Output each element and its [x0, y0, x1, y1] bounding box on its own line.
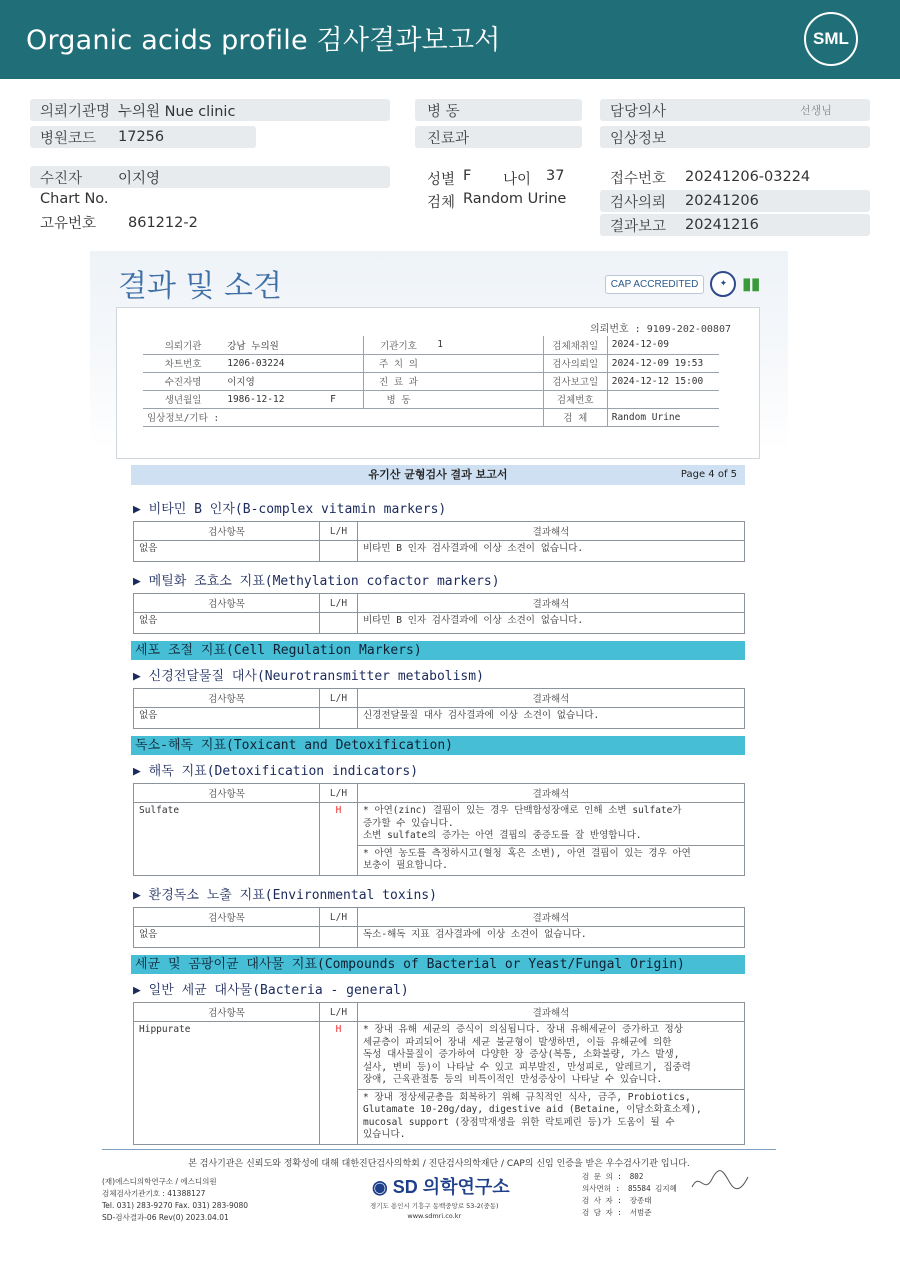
result-report: [90, 251, 788, 1226]
ward-label: 병 동: [427, 103, 460, 120]
item-cell: Sulfate: [134, 803, 320, 876]
col-interp: 결과해석: [358, 784, 745, 803]
lab-contact: (재)에스디의학연구소 / 에스디의원 검체검사기관기호 : 41388127 Tel. 031) 283-9270 Fax. 031) 283-9080 SD-검사결과-06 Rev(0) 2023.04.01: [102, 1177, 249, 1222]
interp-cell: 신경전달물질 대사 검사결과에 이상 소견이 없습니다.: [358, 708, 745, 729]
table-row: [134, 708, 745, 729]
specimen-label: 검체: [427, 195, 456, 211]
order-key: 병 동: [363, 390, 433, 408]
lh-cell: H: [320, 1022, 358, 1145]
institution-label: 의뢰기관명: [40, 103, 111, 120]
staff-label: 의사면허 :: [582, 1184, 621, 1193]
order-key: 기관기호: [363, 336, 433, 354]
col-lh: L/H: [320, 1003, 358, 1022]
sml-logo: SML: [804, 12, 858, 66]
staff-value: 장종태: [629, 1196, 652, 1205]
report-date-value: 20241216: [685, 217, 759, 233]
receipt-row: [600, 166, 870, 188]
col-lh: L/H: [320, 784, 358, 803]
order-value: [433, 354, 543, 372]
lh-cell: [320, 613, 358, 634]
item-cell: 없음: [134, 927, 320, 948]
ward-row: [415, 99, 582, 121]
request-number: 의뢰번호 : 9109-202-00807: [590, 324, 731, 335]
order-value: [433, 372, 543, 390]
col-interp: 결과해석: [358, 1003, 745, 1022]
table-row: [134, 1022, 745, 1090]
order-value: [433, 408, 543, 426]
lh-cell: H: [320, 803, 358, 876]
clinical-label: 임상정보: [610, 130, 667, 147]
department-label: 진료과: [427, 130, 470, 147]
staff-row: [582, 1207, 700, 1219]
hospital-code-label: 병원코드: [40, 130, 97, 147]
col-item: 검사항목: [134, 784, 320, 803]
age-value: 37: [546, 168, 565, 184]
col-lh: L/H: [320, 908, 358, 927]
order-value: [433, 390, 543, 408]
col-item: 검사항목: [134, 594, 320, 613]
doctor-row: [600, 99, 870, 121]
interp-cell: 비타민 B 인자 검사결과에 이상 소견이 없습니다.: [358, 541, 745, 562]
header-bar: [0, 0, 900, 79]
order-table: [143, 336, 719, 427]
table-row: [134, 613, 745, 634]
page-title: Organic acids profile 검사결과보고서: [26, 25, 501, 56]
table-row: [134, 803, 745, 846]
order-value: 강남 누의원: [223, 336, 363, 354]
lab-address: 경기도 용인시 기흥구 동백중앙로 53-2(중동) www.sdmri.co.kr: [370, 1202, 499, 1220]
unique-no-value: 861212-2: [128, 215, 198, 231]
col-item: 검사항목: [134, 689, 320, 708]
lab-logo-icon: ▮▮: [742, 276, 760, 293]
chart-no-label: Chart No.: [40, 191, 109, 207]
report-table-title: [131, 465, 745, 485]
signature-icon: [690, 1169, 750, 1191]
sex-value: F: [463, 168, 472, 184]
report-date-row: [600, 214, 870, 236]
order-key: 차트번호: [143, 354, 223, 372]
col-item: 검사항목: [134, 1003, 320, 1022]
col-interp: 결과해석: [358, 594, 745, 613]
table-methylation: [133, 593, 745, 634]
order-key: 생년월일: [143, 390, 223, 408]
order-key: 검 체: [543, 408, 607, 426]
page-indicator: Page 4 of 5: [680, 469, 737, 480]
patient-value: 이지영: [118, 170, 161, 187]
order-key: 검사보고일: [543, 372, 607, 390]
order-value: 2024-12-09: [607, 336, 719, 354]
table-neurotransmitter: [133, 688, 745, 729]
interp-cell: * 장내 정상세균총을 회복하기 위해 규칙적인 식사, 금주, Probiotics, Glutamate 10-20g/day, digestive aid (Betaine, 이담소화효소제), mucosal support (장점막재생을 위한 락토페린 등)가 도움이 될 수 있습니다.: [358, 1089, 745, 1144]
lab-brand: [372, 1173, 510, 1199]
staff-value: 서범준: [629, 1208, 652, 1217]
request-value: 20241206: [685, 193, 759, 209]
item-cell: 없음: [134, 708, 320, 729]
order-value: 2024-12-09 19:53: [607, 354, 719, 372]
col-item: 검사항목: [134, 522, 320, 541]
staff-label: 검 담 자 :: [582, 1208, 622, 1217]
col-lh: L/H: [320, 689, 358, 708]
doctor-suffix: 선생님: [800, 104, 832, 117]
order-key: 검체번호: [543, 390, 607, 408]
order-key: 진 료 과: [363, 372, 433, 390]
patient-label: 수진자: [40, 170, 83, 187]
col-interp: 결과해석: [358, 689, 745, 708]
category-bacterial: 세균 및 곰팡이균 대사물 지표(Compounds of Bacterial or Yeast/Fungal Origin): [131, 955, 745, 974]
hospital-code-row: [30, 126, 256, 148]
order-value: 2024-12-12 15:00: [607, 372, 719, 390]
brand-logo-icon: ◉: [372, 1177, 388, 1197]
order-key: [363, 408, 433, 426]
receipt-value: 20241206-03224: [685, 169, 811, 185]
receipt-label: 접수번호: [610, 170, 667, 187]
doctor-label: 담당의사: [610, 103, 667, 120]
category-toxicant: 독소-해독 지표(Toxicant and Detoxification): [131, 736, 745, 755]
table-row: [134, 927, 745, 948]
institution-row: [30, 99, 390, 121]
order-row: [143, 372, 719, 390]
lh-cell: [320, 927, 358, 948]
staff-info: [582, 1171, 700, 1219]
lh-cell: [320, 541, 358, 562]
section-vitamin-b: ▶ 비타민 B 인자(B-complex vitamin markers): [133, 502, 447, 517]
staff-label: 검 문 의 :: [582, 1172, 622, 1181]
col-interp: 결과해석: [358, 522, 745, 541]
table-detoxification: [133, 783, 745, 876]
table-bacteria: [133, 1002, 745, 1145]
item-cell: 없음: [134, 541, 320, 562]
order-key: 주 치 의: [363, 354, 433, 372]
interp-cell: * 장내 유해 세균의 증식이 의심됩니다. 장내 유해세균이 증가하고 정상 세균층이 파괴되어 장내 세균 불균형이 발생하면, 이들 유해균에 의한 독성 대사물질이 증가하여 다양한 장 증상(복통, 소화불량, 가스 발생, 설사, 변비 등)이 나타날 수 있고 피부발진, 만성피로, 알레르기, 집중력 장애, 근육관절통 등의 비특이적인 만성증상이 나타날 수 있습니다.: [358, 1022, 745, 1090]
sex-label: 성별: [427, 172, 456, 188]
report-heading: 결과 및 소견: [118, 269, 282, 304]
brand-name: SD 의학연구소: [392, 1177, 510, 1197]
staff-row: [582, 1195, 700, 1207]
specimen-value: Random Urine: [463, 191, 567, 207]
order-value: 1986-12-12 F: [223, 390, 363, 408]
report-date-label: 결과보고: [610, 218, 667, 235]
interp-cell: * 아연(zinc) 결핍이 있는 경우 단백합성장애로 인해 소변 sulfate가 증가할 수 있습니다. 소변 sulfate의 증가는 아연 결핍의 중증도를 잘 반영합니다.: [358, 803, 745, 846]
unique-no-label: 고유번호: [40, 216, 97, 232]
lh-cell: [320, 708, 358, 729]
order-value: 이지영: [223, 372, 363, 390]
cap-badge-icon: CAP ACCREDITED: [605, 275, 705, 294]
request-row: [600, 190, 870, 212]
category-cell-regulation: 세포 조절 지표(Cell Regulation Markers): [131, 641, 745, 660]
section-methylation: ▶ 메틸화 조효소 지표(Methylation cofactor markers): [133, 574, 500, 589]
department-row: [415, 126, 582, 148]
order-key: 검체채취일: [543, 336, 607, 354]
section-bacteria-general: ▶ 일반 세균 대사물(Bacteria - general): [133, 983, 409, 998]
order-value: 1: [433, 336, 543, 354]
col-lh: L/H: [320, 522, 358, 541]
seal-icon: ✦: [710, 271, 736, 297]
order-row: [143, 336, 719, 354]
accreditation-badges: [605, 271, 760, 297]
staff-value: 85584 김지혜: [628, 1184, 677, 1193]
order-value: [223, 408, 363, 426]
accreditation-note: 본 검사기관은 신뢰도와 정확성에 대해 대한진단검사의학회 / 진단검사의학재단 / CAP의 신임 인증을 받은 우수검사기관 입니다.: [102, 1149, 776, 1169]
hospital-code-value: 17256: [118, 129, 165, 145]
clinical-row: [600, 126, 870, 148]
order-row: [143, 354, 719, 372]
item-cell: 없음: [134, 613, 320, 634]
col-item: 검사항목: [134, 908, 320, 927]
order-key: 의뢰기관: [143, 336, 223, 354]
order-value: Random Urine: [607, 408, 719, 426]
table-row: [134, 541, 745, 562]
section-neurotransmitter: ▶ 신경전달물질 대사(Neurotransmitter metabolism): [133, 669, 484, 684]
section-environmental: ▶ 환경독소 노출 지표(Environmental toxins): [133, 888, 437, 903]
col-lh: L/H: [320, 594, 358, 613]
order-key: 임상정보/기타 :: [143, 408, 223, 426]
interp-cell: * 아연 농도를 측정하시고(혈청 혹은 소변), 아연 결핍이 있는 경우 아연 보충이 필요합니다.: [358, 845, 745, 875]
patient-row: [30, 166, 390, 188]
order-row: [143, 390, 719, 408]
interp-cell: 비타민 B 인자 검사결과에 이상 소견이 없습니다.: [358, 613, 745, 634]
table-vitamin-b: [133, 521, 745, 562]
order-row: [143, 408, 719, 426]
section-detoxification: ▶ 해독 지표(Detoxification indicators): [133, 764, 419, 779]
item-cell: Hippurate: [134, 1022, 320, 1145]
order-key: 검사의뢰일: [543, 354, 607, 372]
staff-row: [582, 1183, 700, 1195]
staff-label: 검 사 자 :: [582, 1196, 622, 1205]
institution-value: 누의원 Nue clinic: [118, 103, 236, 120]
order-key: 수진자명: [143, 372, 223, 390]
request-label: 검사의뢰: [610, 194, 667, 211]
order-value: [607, 390, 719, 408]
table-title-text: 유기산 균형검사 결과 보고서: [368, 468, 508, 481]
order-info-box: [116, 307, 760, 459]
staff-value: 802: [629, 1172, 644, 1181]
interp-cell: 독소-해독 지표 검사결과에 이상 소견이 없습니다.: [358, 927, 745, 948]
order-value: 1206-03224: [223, 354, 363, 372]
staff-row: [582, 1171, 700, 1183]
table-environmental: [133, 907, 745, 948]
age-label: 나이: [503, 172, 532, 188]
col-interp: 결과해석: [358, 908, 745, 927]
